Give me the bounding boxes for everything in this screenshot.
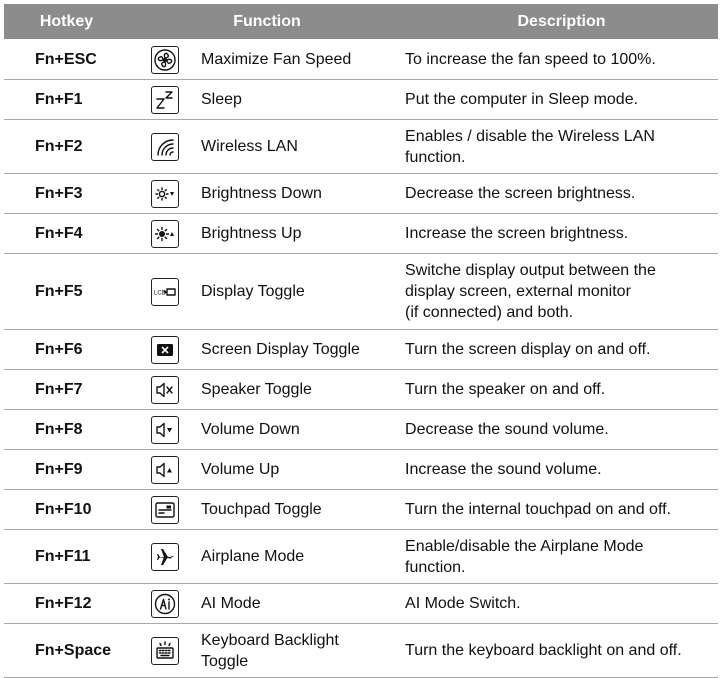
brightness-up-icon: [151, 220, 179, 248]
hotkey-cell: Fn+F6: [4, 330, 129, 370]
table-row: [4, 410, 718, 450]
hotkey-cell: Fn+F1: [4, 80, 129, 120]
icon-cell: [129, 530, 201, 584]
hotkey-cell: Fn+F12: [4, 584, 129, 624]
table-row: [4, 584, 718, 624]
sleep-icon: [151, 86, 179, 114]
hotkey-cell: Fn+F4: [4, 214, 129, 254]
touchpad-icon: [151, 496, 179, 524]
hotkey-cell: Fn+F3: [4, 174, 129, 214]
table-row: [4, 214, 718, 254]
icon-cell: [129, 370, 201, 410]
table-row: [4, 80, 718, 120]
fan-icon: [151, 46, 179, 74]
icon-cell: [129, 80, 201, 120]
wireless-icon: [151, 133, 179, 161]
icon-cell: [129, 410, 201, 450]
table-row: [4, 450, 718, 490]
volume-up-icon: [151, 456, 179, 484]
header-description: Description: [405, 4, 718, 40]
table-row: [4, 174, 718, 214]
hotkey-cell: Fn+F5: [4, 254, 129, 330]
display-toggle-icon: [151, 278, 179, 306]
function-cell: Volume Down: [201, 410, 405, 450]
description-cell: Increase the screen brightness.: [405, 214, 718, 254]
description-cell: Turn the internal touchpad on and off.: [405, 490, 718, 530]
hotkey-cell: Fn+F7: [4, 370, 129, 410]
hotkey-cell: Fn+F11: [4, 530, 129, 584]
description-cell: Enables / disable the Wireless LAN function.: [405, 120, 718, 174]
volume-down-icon: [151, 416, 179, 444]
hotkey-cell: Fn+F10: [4, 490, 129, 530]
table-row: [4, 40, 718, 80]
description-cell: Put the computer in Sleep mode.: [405, 80, 718, 120]
icon-cell: [129, 624, 201, 678]
function-cell: Screen Display Toggle: [201, 330, 405, 370]
function-cell: Brightness Up: [201, 214, 405, 254]
function-cell: Maximize Fan Speed: [201, 40, 405, 80]
icon-cell: [129, 330, 201, 370]
description-cell: Enable/disable the Airplane Mode function.: [405, 530, 718, 584]
hotkey-cell: Fn+F9: [4, 450, 129, 490]
icon-cell: [129, 120, 201, 174]
function-cell: Volume Up: [201, 450, 405, 490]
function-cell: Airplane Mode: [201, 530, 405, 584]
table-row: [4, 254, 718, 330]
hotkey-cell: Fn+F2: [4, 120, 129, 174]
hotkey-table: [4, 4, 718, 678]
function-cell: Wireless LAN: [201, 120, 405, 174]
table-row: [4, 370, 718, 410]
function-cell: Speaker Toggle: [201, 370, 405, 410]
description-cell: Turn the keyboard backlight on and off.: [405, 624, 718, 678]
table-row: [4, 530, 718, 584]
table-header-row: [4, 4, 718, 40]
description-cell: Decrease the sound volume.: [405, 410, 718, 450]
table-row: [4, 624, 718, 678]
function-cell: Display Toggle: [201, 254, 405, 330]
function-cell: AI Mode: [201, 584, 405, 624]
hotkey-cell: Fn+Space: [4, 624, 129, 678]
table-row: [4, 330, 718, 370]
screen-display-icon: [151, 336, 179, 364]
description-cell: Turn the screen display on and off.: [405, 330, 718, 370]
header-function: Function: [129, 4, 405, 40]
keyboard-backlight-icon: [151, 637, 179, 665]
speaker-mute-icon: [151, 376, 179, 404]
function-cell: Keyboard Backlight Toggle: [201, 624, 405, 678]
brightness-down-icon: [151, 180, 179, 208]
icon-cell: [129, 214, 201, 254]
function-cell: Sleep: [201, 80, 405, 120]
icon-cell: [129, 174, 201, 214]
table-row: [4, 490, 718, 530]
description-cell: To increase the fan speed to 100%.: [405, 40, 718, 80]
description-cell: Switche display output between the display screen, external monitor (if connected) and both.: [405, 254, 718, 330]
airplane-icon: [151, 543, 179, 571]
description-cell: AI Mode Switch.: [405, 584, 718, 624]
icon-cell: [129, 490, 201, 530]
icon-cell: [129, 40, 201, 80]
description-cell: Decrease the screen brightness.: [405, 174, 718, 214]
hotkey-cell: Fn+F8: [4, 410, 129, 450]
icon-cell: [129, 450, 201, 490]
ai-mode-icon: [151, 590, 179, 618]
hotkey-cell: Fn+ESC: [4, 40, 129, 80]
description-cell: Turn the speaker on and off.: [405, 370, 718, 410]
icon-cell: [129, 254, 201, 330]
description-cell: Increase the sound volume.: [405, 450, 718, 490]
table-row: [4, 120, 718, 174]
header-hotkey: Hotkey: [4, 4, 129, 40]
icon-cell: [129, 584, 201, 624]
function-cell: Touchpad Toggle: [201, 490, 405, 530]
svg-text:LCD: LCD: [154, 290, 167, 296]
function-cell: Brightness Down: [201, 174, 405, 214]
